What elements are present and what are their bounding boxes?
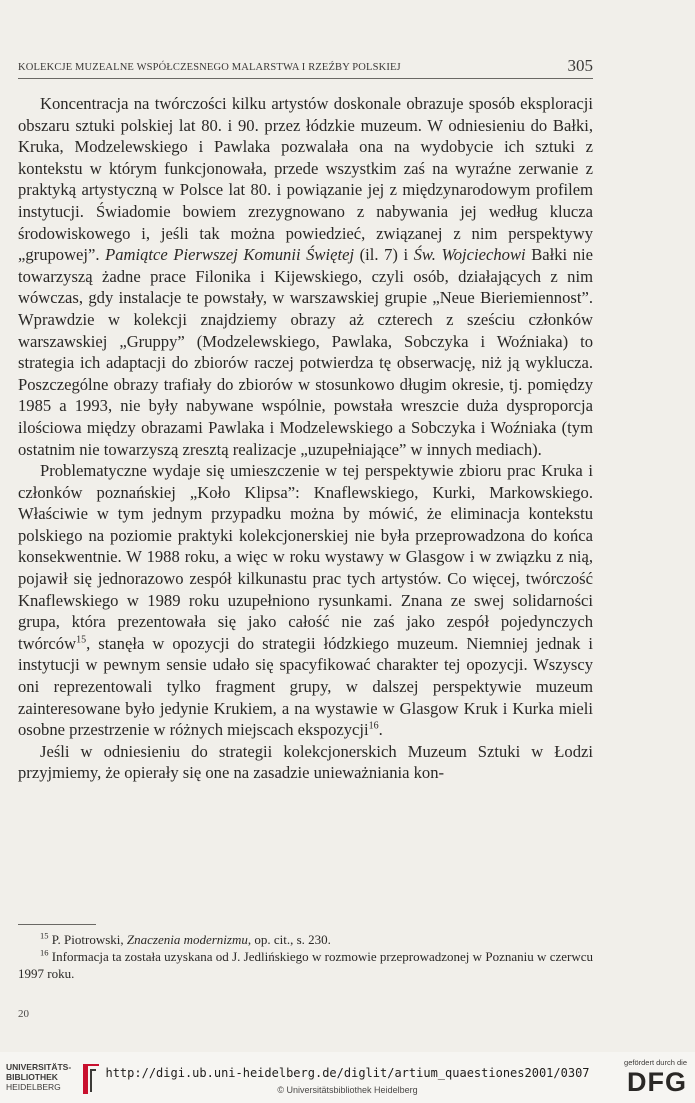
artwork-title-wojciechowi: Św. Wojciechowi <box>413 245 526 265</box>
library-name-line-2: BIBLIOTHEK <box>6 1072 58 1082</box>
body-text <box>18 93 593 784</box>
artwork-title-pamiatce: Pamiątce Pierwszej Komunii Świętej <box>105 245 355 265</box>
header-page-number: 305 <box>567 56 593 75</box>
paragraph-1-text-b: (il. 7) i <box>354 245 414 265</box>
copyright-notice: © Universitätsbibliothek Heidelberg <box>277 1085 418 1095</box>
paragraph-1-text-a: Koncentracja na twórczości kilku artystów doskonale obrazuje sposób eksploracji obszaru sztuki polskiej lat 80. i 90. przez łódzkie muzeum. W odniesieniu do Bałki, Kruka, Modzelewskiego i Pawlaka pozwalała ona na wydobycie ich sztuki z kontekstu w którym funkcjonowała, przede wszystkim zaś na wyraźne zerwanie z praktyką artystyczną w Polsce lat 80. i powiązanie jej z międzynarodowym profilem instytucji. Świadomie bowiem zrezygnowano z nabywania jej według klucza środowiskowego i, jeśli tak można powiedzieć, związanej z nim perspektywy „grupowej”. <box>18 94 593 265</box>
library-name-line-1: UNIVERSITÄTS- <box>6 1062 72 1072</box>
footnote-15-text-b: , op. cit., s. 230. <box>247 932 331 947</box>
footnotes <box>18 931 593 982</box>
paragraph-1 <box>18 93 593 460</box>
paragraph-3: Jeśli w odniesieniu do strategii kolekcjonerskich Muzeum Sztuki w Łodzi przyjmiemy, że opierały się one na zasadzie unieważniania kon- <box>18 741 593 783</box>
footnote-ref-15[interactable]: 15 <box>76 634 87 646</box>
footnote-15-marker: 15 <box>40 930 49 941</box>
dfg-wordmark: DFG <box>627 1067 687 1097</box>
footnote-16-text: Informacja ta została uzyskana od J. Jedlińskiego w rozmowie przeprowadzonej w Poznaniu w czerwcu 1997 roku. <box>18 949 593 981</box>
paragraph-2 <box>18 460 593 741</box>
running-header-title: KOLEKCJE MUZEALNE WSPÓŁCZESNEGO MALARSTWA I RZEŹBY POLSKIEJ <box>18 62 401 73</box>
scan-page-label: 20 <box>18 1008 29 1020</box>
footnote-15 <box>18 931 593 948</box>
library-name-line-3: HEIDELBERG <box>6 1082 61 1092</box>
footnote-ref-16[interactable]: 16 <box>368 720 379 732</box>
paragraph-2-text-a: Problematyczne wydaje się umieszczenie w tej perspektywie zbioru prac Kruka i członków poznańskiej „Koło Klipsa”: Knaflewskiego, Kurki, Markowskiego. Właściwie w tym jednym przypadku można by mówić, że eliminacja kontekstu polskiego na poziomie praktyki kolekcjonerskiej nie była przeprowadzona do końca konsekwentnie. W 1988 roku, a więc w roku wystawy w Glasgow i w związku z nią, pojawił się jednorazowo zespół kilkunastu prac tych artystów. Co więcej, twórczość Knaflewskiego w 1989 roku uzupełniono rysunkami. Znana ze swej solidarności grupa, która prezentowała się jako całość nie zaś jako zespół pojedynczych twórców <box>18 461 593 653</box>
paragraph-2-text-b: , stanęła w opozycji do strategii łódzkiego muzeum. Niemniej jednak i instytucji w pewnym sensie udało się spacyfikować charakter tej opozycji. Wszyscy oni reprezentowali tylko fragment grupy, w dalszej perspektywie muzeum zainteresowane było jedynie Krukiem, a na wystawie w Glasgow Kruk i Kurka mieli osobne przestrzenie w różnych miejscach ekspozycji <box>18 633 593 740</box>
footnote-separator <box>18 924 96 925</box>
footnote-16-marker: 16 <box>40 947 49 958</box>
footnote-15-text-a: P. Piotrowski, <box>48 932 127 947</box>
citation-url-link[interactable]: http://digi.ub.uni-heidelberg.de/diglit/artium_quaestiones2001/0307 <box>105 1066 590 1080</box>
paragraph-1-text-c: Bałki nie towarzyszą żadne prace Filonika i Kijewskiego, czyli osób, działających z nim wówczas, gdy instalacje te powstały, w warszawskiej grupie „Neue Bieriemiennost”. Wprawdzie w kolekcji znajdziemy obrazy aż czterech z sześciu członków warszawskiej „Gruppy” (Modzelewskiego, Pawlaka, Sobczyka i Woźniaka) to strategia ich adaptacji do zbiorów raczej potwierdza tę obserwację, niż ją wyklucza. Poszczególne obrazy trafiały do zbiorów w stosunkowo długim okresie, tj. pomiędzy 1985 a 1993, nie były nabywane wspólnie, powstała wreszcie duża dysproporcja ilościowa między obrazami Pawlaka i Modzelewskiego a Sobczyka i Woźniaka (tym ostatnim nie towarzyszą zresztą realizacje „uzupełniające” w innych mediach). <box>18 245 593 459</box>
dfg-logo[interactable] <box>607 1058 687 1098</box>
footnote-15-book-title: Znaczenia modernizmu <box>126 932 248 947</box>
dfg-caption: gefördert durch die <box>624 1058 687 1067</box>
paragraph-2-text-c: . <box>378 720 383 740</box>
footnote-16 <box>18 948 593 982</box>
running-header <box>18 58 593 79</box>
digitization-footer <box>0 1052 695 1103</box>
